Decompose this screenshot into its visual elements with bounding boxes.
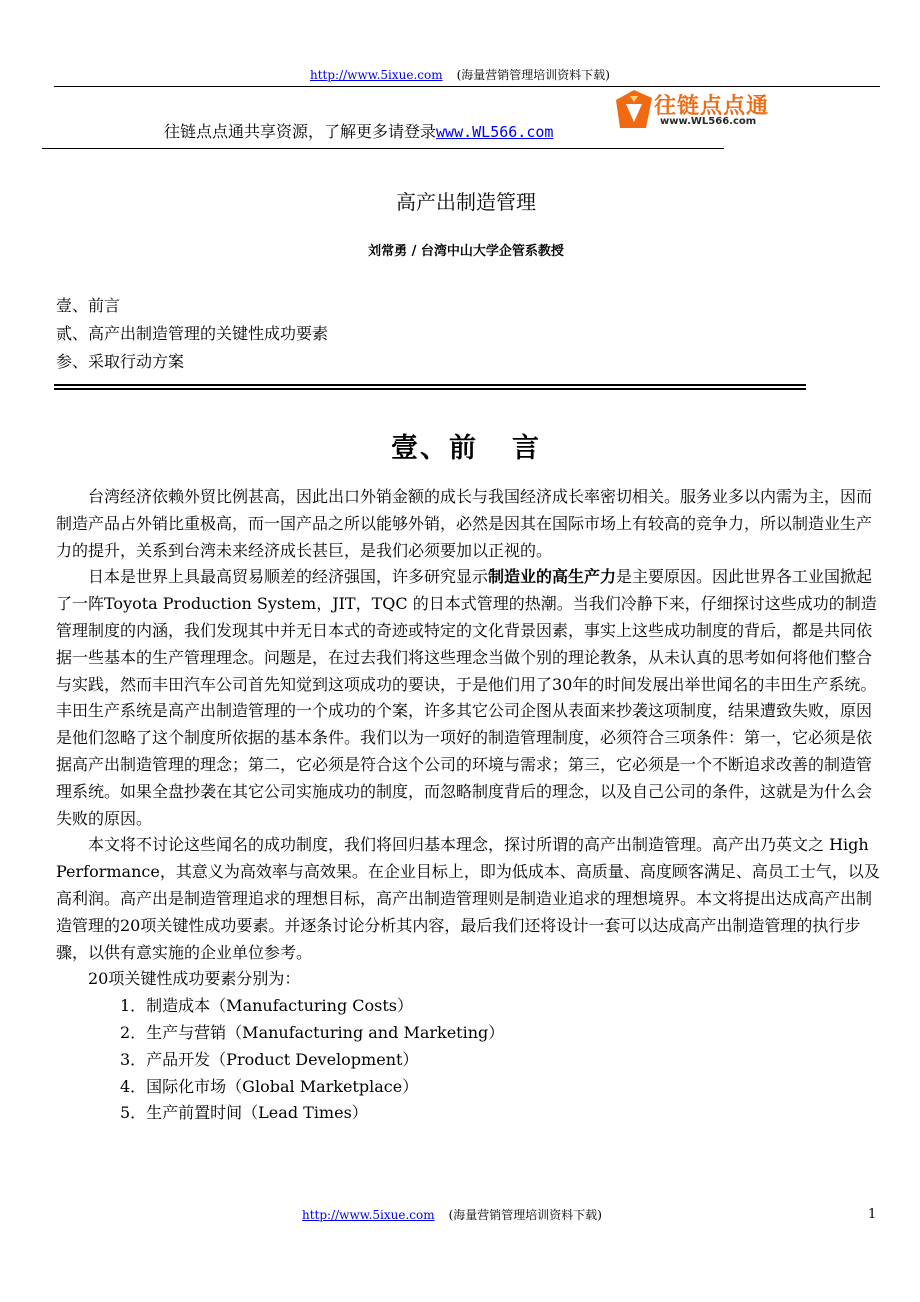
list-item: 1．制造成本（Manufacturing Costs）	[120, 996, 413, 1016]
paragraph-text: 日本是世界上具最高贸易顺差的经济强国，许多研究显示	[88, 567, 489, 587]
factor-list	[56, 993, 880, 1127]
paragraph-text: 是主要原因。因此世界各工业国掀起了一阵Toyota Production System，JIT，TQC 的日本式管理的热潮。当我们冷静下来，仔细探讨这些成功的制造管理制度的内涵，我们发现其中并无日本式的奇迹或特定的文化背景因素，事实上这些成功制度的背后，都是共同依据一些基本的生产管理理念。问题是，在过去我们将这些理念当做个别的理论教条，从未认真的思考如何将他们整合与实践，然而丰田汽车公司首先知觉到这项成功的要诀，于是他们用了30年的时间发展出举世闻名的丰田生产系统。丰田生产系统是高产出制造管理的一个成功的个案，许多其它公司企图从表面来抄袭这项制度，结果遭致失败，原因是他们忽略了这个制度所依据的基本条件。我们以为一项好的制造管理制度，必须符合三项条件：第一，它必须是依据高产出制造管理的理念；第二，它必须是符合这个公司的环境与需求；第三，它必须是一个不断追求改善的制造管理系统。如果全盘抄袭在其它公司实施成功的制度，而忽略制度背后的理念，以及自己公司的条件，这就是为什么会失败的原因。	[56, 567, 877, 828]
logo-icon	[612, 88, 656, 132]
list-item: 5．生产前置时间（Lead Times）	[120, 1103, 368, 1123]
paragraph: 台湾经济依赖外贸比例甚高，因此出口外销金额的成长与我国经济成长率密切相关。服务业多以内需为主，因而制造产品占外销比重极高，而一国产品之所以能够外销，必然是因其在国际市场上有较高的竞争力，所以制造业生产力的提升，关系到台湾未来经济成长甚巨，是我们必须要加以正视的。	[56, 487, 873, 560]
promo-rule	[42, 148, 724, 149]
page-number: 1	[868, 1207, 877, 1222]
toc-item: 壹、前言	[56, 296, 121, 315]
list-item: 4．国际化市场（Global Marketplace）	[120, 1076, 419, 1096]
promo-line	[164, 119, 553, 142]
document-author: 刘常勇 / 台湾中山大学企管系教授	[368, 244, 564, 259]
toc-item: 贰、高产出制造管理的关键性成功要素	[56, 324, 329, 343]
footer-note: (海量营销管理培训资料下载)	[448, 1208, 602, 1222]
paragraph: 本文将不讨论这些闻名的成功制度，我们将回归基本理念，探讨所谓的高产出制造管理。高产出乃英文之 High Performance，其意义为高效率与高效果。在企业目标上，即为低成本、高质量、高度顾客满足、高员工士气，以及高利润。高产出是制造管理追求的理想目标，高产出制造管理则是制造业追求的理想境界。本文将提出达成高产出制造管理的20项关键性成功要素。并逐条讨论分析其内容，最后我们还将设计一套可以达成高产出制造管理的执行步骤，以供有意实施的企业单位参考。	[56, 835, 880, 962]
footer-line	[0, 1206, 904, 1223]
footer-url-link[interactable]: http://www.5ixue.com	[302, 1208, 435, 1222]
table-of-contents	[56, 292, 328, 376]
paragraph	[56, 564, 880, 832]
paragraph: 20项关键性成功要素分别为：	[88, 969, 301, 989]
brand-logo	[612, 88, 772, 134]
section-heading-part: 言	[512, 433, 541, 464]
promo-text: 往链点点通共享资源，了解更多请登录	[164, 122, 437, 141]
section-heading-part: 壹、前	[391, 433, 478, 464]
double-rule	[54, 384, 806, 390]
logo-brand-text: 往链点点通	[654, 94, 770, 119]
toc-item: 参、采取行动方案	[56, 352, 185, 371]
document-title: 高产出制造管理	[396, 190, 536, 214]
promo-site-link[interactable]: www.WL566.com	[436, 123, 554, 141]
body-text	[56, 484, 880, 1127]
emphasis-text: 制造业的高生产力	[488, 567, 617, 587]
list-item: 3．产品开发（Product Development）	[120, 1049, 419, 1069]
list-item: 2．生产与营销（Manufacturing and Marketing）	[120, 1022, 505, 1042]
header-line	[0, 66, 920, 83]
header-url-link[interactable]: http://www.5ixue.com	[310, 68, 443, 82]
logo-url-text: www.WL566.com	[660, 116, 757, 127]
section-heading	[0, 426, 920, 465]
header-note: (海量营销管理培训资料下载)	[456, 68, 610, 82]
header-rule	[54, 86, 880, 87]
